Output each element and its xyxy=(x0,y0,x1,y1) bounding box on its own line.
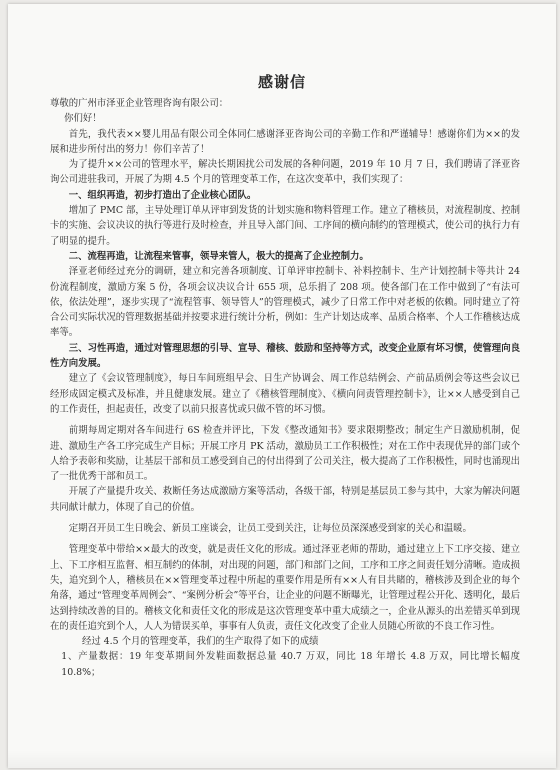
section-3-body-3: 开展了产量提升攻关、救断任务达成激励方案等活动，各级干部，特别是基层员工参与其中，大家为解决问题共同献计献力，体现了自己的价值。 xyxy=(50,486,520,513)
intro-paragraph-2: 为了提升××公司的管理水平，解决长期困扰公司发展的各种问题，2019 年 10 月 7 日，我们聘请了泽亚咨询公司进驻我司，开展了为期 4.5 个月的管理变革工作，在这次变革中，我们实现了： xyxy=(50,159,520,186)
section-2-title: 二、流程再造，让流程来管事，领导来管人，极大的提高了企业控制力。 xyxy=(68,250,369,262)
results-intro: 经过 4.5 个月的管理变革，我们的生产取得了如下的成绩 xyxy=(81,636,319,648)
greeting: 你们好！ xyxy=(64,113,102,125)
section-3-body-1: 建立了《会议管理制度》，每日车间班组早会、日生产协调会、周工作总结例会、产前品质例会等这些会议已经形成固定模式及标准，并且健康发展。建立了《稽核管理制度》、《横向问责管理控制卡》，让××人感受到自己的工作责任，担起责任，改变了以前只报喜忧或只做不管的坏习惯。 xyxy=(50,373,520,415)
intro-paragraph-1: 首先，我代表××婴儿用品有限公司全体同仁感谢泽亚咨询公司的辛勤工作和严谨辅导！感谢你们为××的发展和进步所付出的努力！你们辛苦了！ xyxy=(50,128,520,155)
letter-page xyxy=(8,4,556,768)
section-3-title: 三、习性再造，通过对管理思想的引导、宣导、稽核、鼓励和坚持等方式，改变企业原有坏习惯，使管理向良性方向发展。 xyxy=(50,342,520,370)
section-1-body: 增加了 PMC 部，主导处理订单从评审到发货的计划实施和物料管理工作。建立了稽核员，对流程制度、控制卡的实施、会议决议的执行等进行及时检查，并且导入部门间、工序间的横向制约的管理模式，使公司的执行力有了明显的提升。 xyxy=(50,205,520,247)
section-3-body-4: 定期召开员工生日晚会、新员工座谈会，让员工受到关注，让每位员深深感受到家的关心和温暖。 xyxy=(68,523,472,535)
page-edge-shadow xyxy=(8,750,556,768)
section-3-body-2: 前期每周定期对各车间进行 6S 检查并评比，下发《整改通知书》要求限期整改；制定生产日激励机制，促进、激励生产各工序完成生产目标；开展工序月 PK 活动，激励员工工作积极性；对在工作中表现优异的部门或个人给予表彰和奖励，让基层干部和员工感受到自己的付出得到了公司关注，极大提高了工作积极性，同时也涌现出了一批优秀干部和员工。 xyxy=(50,425,520,483)
letter-body xyxy=(50,96,520,680)
section-2-body: 泽亚老师经过充分的调研，建立和完善各项制度、订单评审控制卡、补料控制卡、生产计划控制卡等共计 24 份流程制度，激励方案 5 份，各项会议决议合计 655 项，总乐捐了 208 项。使各部门在工作中做到了“有法可依，依法处理”，逐步实现了“流程管事、领导管人”的管理模式，减少了日常工作中对老板的依赖。同时建立了符合公司实际状况的管理数据基础并按要求进行统计分析，例如：生产计划达成率、品质合格率、个人工作稽核达成率等。 xyxy=(50,266,520,339)
result-item-1: 1、产量数据：19 年变革期间外发鞋面数据总量 40.7 万双，同比 18 年增长 4.8 万双，同比增长幅度 10.8%； xyxy=(61,651,520,678)
letter-title: 感谢信 xyxy=(257,73,306,91)
section-1-title: 一、组织再造，初步打造出了企业核心团队。 xyxy=(68,189,257,201)
section-3-body-5: 管理变革中带给××最大的改变，就是责任文化的形成。通过泽亚老师的帮助，通过建立上下工序交接、建立上、下工序相互监督、相互制约的体制，对出现的问题，部门和部门之间，工序和工序之间责任划分清晰。造成损失，追究到个人，稽核员在××管理变革过程中所起的重要作用是所有××人有目共睹的，稽核涉及到企业的每个角落，通过“管理变革周例会”、“案例分析会”等平台，让企业的问题不断曝光，让管理过程公开化、透明化，最后达到持续改善的目的。稽核文化和责任文化的形成是这次管理变革中重大成绩之一，企业从源头的出差错买单到现在的责任追究到个人，人人为错误买单，事事有人负责，责任文化改变了企业人员随心所欲的不良工作习性。 xyxy=(50,544,520,632)
salutation: 尊敬的广州市泽亚企业管理咨询有限公司： xyxy=(50,98,229,109)
